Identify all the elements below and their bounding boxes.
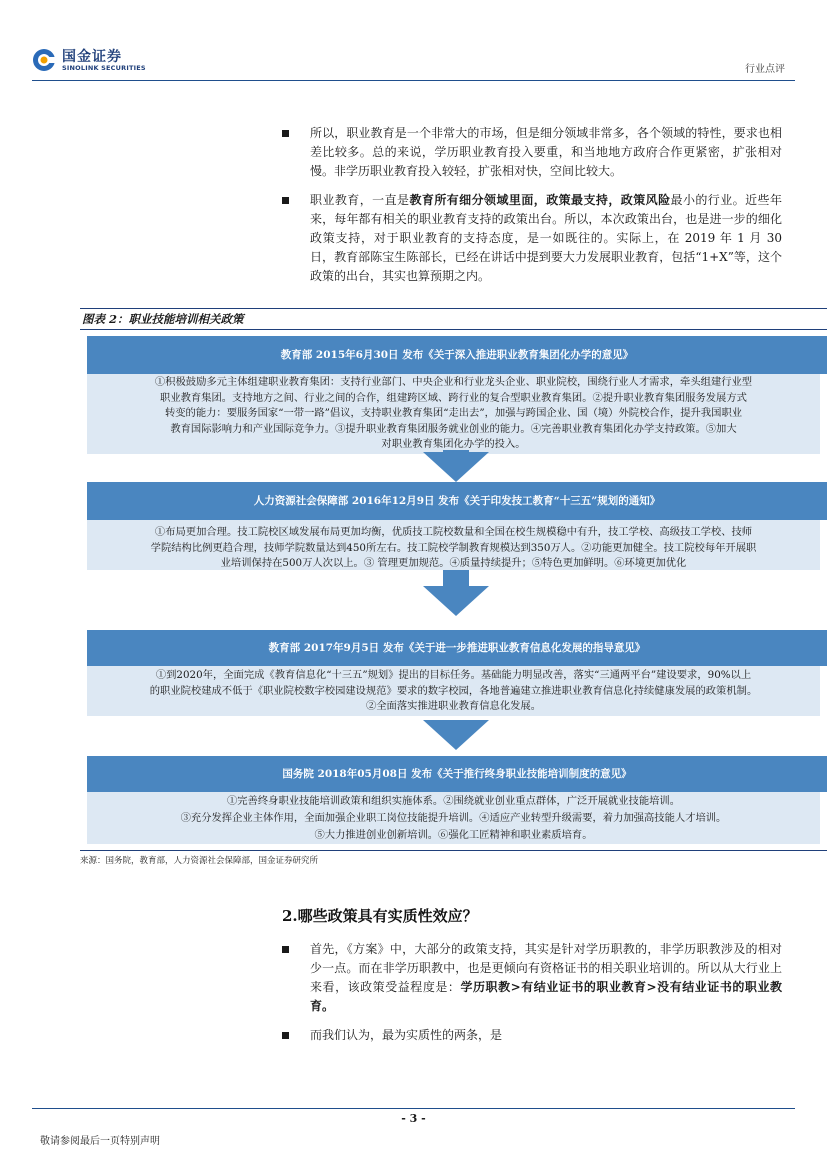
section-bullet-list bbox=[282, 940, 782, 1055]
bullet-text: 而我们认为，最为实质性的两条，是 bbox=[310, 1028, 503, 1042]
flow-arrow-stem bbox=[443, 570, 469, 586]
flow-arrow-down-icon bbox=[423, 720, 489, 750]
logo-icon bbox=[32, 48, 56, 72]
policy-heading-2: 人力资源社会保障部 2016年12月9日 发布《关于印发技工教育“十三五”规划的通知》 bbox=[87, 482, 827, 520]
page-header bbox=[0, 0, 827, 80]
policy-detail-1 bbox=[87, 374, 820, 454]
policy-heading-4: 国务院 2018年05月08日 发布《关于推行终身职业技能培训制度的意见》 bbox=[87, 756, 827, 792]
policy-detail-line: 的职业院校建成不低于《职业院校数字校园建设规范》要求的数字校园，各地普遍建立推进职业教育信息化持续健康发展的政策机制。 bbox=[149, 684, 758, 697]
bullet-item bbox=[282, 124, 782, 181]
figure-source: 来源：国务院，教育部，人力资源社会保障部，国金证券研究所 bbox=[80, 850, 827, 866]
bullet-item bbox=[282, 1026, 782, 1045]
policy-detail-line: 职业教育集团。支持地方之间、行业之间的合作，组建跨区域、跨行业的复合型职业教育集团。②提升职业教育集团服务发展方式 bbox=[160, 391, 747, 404]
policy-detail-line: 业培训保持在500万人次以上。③ 管理更加规范。④质量持续提升；⑤特色更加鲜明。⑥环境更加优化 bbox=[220, 557, 687, 570]
policy-detail-line: 学院结构比例更趋合理，技师学院数量达到450所左右。技工院校学制教育规模达到350万人。②功能更加健全。技工院校每年开展职 bbox=[150, 541, 757, 554]
bullet-item bbox=[282, 940, 782, 1016]
policy-detail-line: ①到2020年，全面完成《教育信息化“十三五”规划》提出的目标任务。基础能力明显改善，落实“三通两平台”建设要求，90%以上 bbox=[155, 669, 752, 681]
bullet-item bbox=[282, 191, 782, 286]
policy-heading-1: 教育部 2015年6月30日 发布《关于深入推进职业教育集团化办学的意见》 bbox=[87, 336, 827, 374]
policy-detail-4 bbox=[87, 792, 820, 844]
bullet-bold-text: 教育所有细分领域里面，政策最支持，政策风险 bbox=[409, 193, 671, 207]
figure-title: 图表 2：职业技能培训相关政策 bbox=[80, 308, 827, 330]
page-number: - 3 - bbox=[401, 1112, 426, 1125]
bullet-text-part: 首先，《方案》中，大部分的政策支持，其实是针对学历职教的，非学历职教涉及的相对少一点。而在非学历职教中，也是更倾向有资格证书的相关职业培训的。所以从大行业上来看，该政策受益程度是： bbox=[310, 942, 782, 994]
bullet-text-part: 职业教育，一直是 bbox=[310, 193, 410, 207]
policy-heading-3: 教育部 2017年9月5日 发布《关于进一步推进职业教育信息化发展的指导意见》 bbox=[87, 630, 827, 666]
bullet-text-part: 最小的行业。近些年来，每年都有相关的职业教育支持的政策出台。所以，本次政策出台，也是进一步的细化政策支持，对于职业教育的支持态度，是一如既往的。实际上，在 2019 年 1 月 30 日，教育部陈宝生陈部长，已经在讲话中提到要大力发展职业教育，包括“1+X”等，这个政策的出台，其实也算预期之内。 bbox=[310, 193, 782, 283]
policy-detail-line: ③充分发挥企业主体作用，全面加强企业职工岗位技能提升培训。④适应产业转型升级需要，着力加强高技能人才培训。 bbox=[180, 812, 727, 824]
policy-detail-line: ①完善终身职业技能培训政策和组织实施体系。②围绕就业创业重点群体，广泛开展就业技能培训。 bbox=[226, 795, 681, 807]
flow-arrow-down-icon bbox=[423, 586, 489, 616]
policy-detail-line: 教育国际影响力和产业国际竞争力。③提升职业教育集团服务就业创业的能力。④完善职业教育集团化办学支持政策。⑤加大 bbox=[170, 422, 737, 435]
bullet-bold-text: 学历职教>有结业证书的职业教育>没有结业证书的职业教育。 bbox=[310, 980, 782, 1013]
policy-detail-2 bbox=[87, 520, 820, 570]
footer-divider bbox=[32, 1108, 795, 1109]
policy-detail-line: ②全面落实推进职业教育信息化发展。 bbox=[365, 700, 542, 713]
report-type-tag: 行业点评 bbox=[745, 64, 785, 75]
policy-detail-line: 转变的能力：要服务国家“一带一路”倡议，支持职业教育集团“走出去”，加强与跨国企业、国（境）外院校合作，提升我国职业 bbox=[164, 407, 743, 420]
policy-detail-line: ⑤大力推进创业创新培训。⑥强化工匠精神和职业素质培育。 bbox=[314, 829, 593, 841]
policy-detail-line: ①布局更加合理。技工院校区域发展布局更加均衡，优质技工院校数量和全国在校生规模稳中有升，技工学校、高级技工学校、技师 bbox=[154, 526, 753, 538]
bullet-text: 所以，职业教育是一个非常大的市场，但是细分领域非常多，各个领域的特性，要求也相差比较多。总的来说，学历职业教育投入要重，和当地地方政府合作更紧密，扩张相对慢。非学历职业教育投入较轻，扩张相对快，空间比较大。 bbox=[310, 126, 782, 178]
company-logo bbox=[32, 46, 152, 76]
policy-detail-line: 对职业教育集团化办学的投入。 bbox=[381, 438, 526, 451]
header-divider bbox=[32, 80, 795, 81]
section-heading: 2.哪些政策具有实质性效应？ bbox=[282, 907, 478, 925]
bullet-square-icon bbox=[282, 946, 289, 953]
policy-detail-line: ①积极鼓励多元主体组建职业教育集团：支持行业部门、中央企业和行业龙头企业、职业院校，围绕行业人才需求，牵头组建行业型 bbox=[154, 376, 753, 388]
flow-arrow-down-icon bbox=[423, 452, 489, 482]
logo-english-name: SINOLINK SECURITIES bbox=[62, 64, 146, 72]
bullet-square-icon bbox=[282, 130, 289, 137]
logo-chinese-name: 国金证券 bbox=[62, 49, 122, 65]
footer-disclaimer: 敬请参阅最后一页特别声明 bbox=[40, 1136, 160, 1147]
intro-bullet-list bbox=[282, 124, 782, 296]
policy-detail-3 bbox=[87, 666, 820, 716]
bullet-square-icon bbox=[282, 197, 289, 204]
bullet-square-icon bbox=[282, 1032, 289, 1039]
